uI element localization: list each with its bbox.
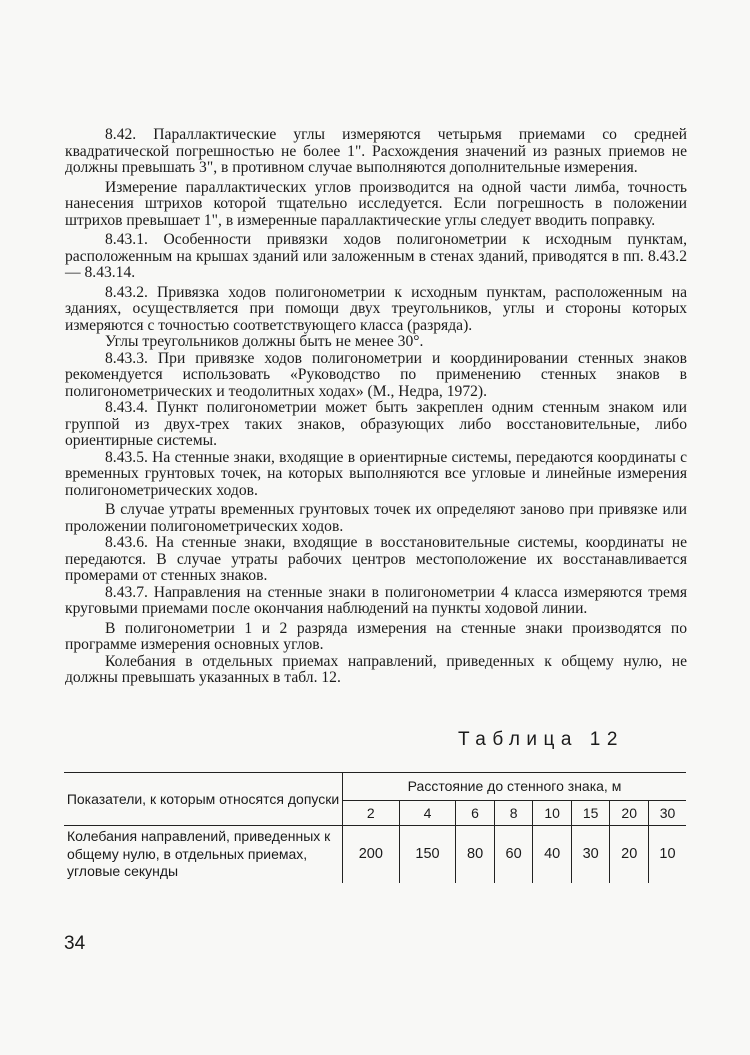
table-cell: 20 xyxy=(610,826,649,883)
paragraph: Измерение параллактических углов производится на одной части лимба, точность нанесения штрихов которой тщательно исследуется. Если погрешность в положении штрихов превышает 1", в измеренные параллактические углы следует вводить поправку. xyxy=(65,178,687,229)
paragraph-8-43-5: 8.43.5. На стенные знаки, входящие в ориентирные системы, передаются координаты с временных грунтовых точек, на которых выполняются все угловые и линейные измерения полигонометрических ходов. xyxy=(65,448,687,499)
distance-header-cell: 2 xyxy=(343,800,400,825)
table-title: Таблица 12 xyxy=(458,729,624,750)
table-cell: 150 xyxy=(399,826,456,883)
table-cell: 80 xyxy=(456,826,495,883)
tolerance-table xyxy=(64,772,686,883)
paragraph-8-43-4: 8.43.4. Пункт полигонометрии может быть закреплен одним стенным знаком или группой из двух-трех таких знаков, образующих либо восстановительные, либо ориентирные системы. xyxy=(65,399,687,449)
table-cell: 40 xyxy=(533,826,572,883)
table-cell: 60 xyxy=(494,826,533,883)
paragraph-8-43-6: 8.43.6. На стенные знаки, входящие в восстановительные системы, координаты не передаются. В случае утраты рабочих центров местоположение их восстанавливается промерами от стенных знаков. xyxy=(65,534,687,584)
table-cell: 10 xyxy=(659,846,676,863)
table-header-indicators: Показатели, к которым относятся допуски xyxy=(64,773,343,826)
distance-header-cell: 15 xyxy=(571,800,610,825)
distance-header-cell: 10 xyxy=(533,800,572,825)
distance-header-cell: 20 xyxy=(610,800,649,825)
table-cell: 30 xyxy=(571,826,610,883)
distance-header-cell: 4 xyxy=(399,800,456,825)
paragraph-8-43-1: 8.43.1. Особенности привязки ходов полигонометрии к исходным пунктам, расположенным на крышах зданий или заложенным в стенах зданий, приводятся в пп. 8.43.2 — 8.43.14. xyxy=(65,231,687,281)
paragraph-8-43-3: 8.43.3. При привязке ходов полигонометрии и координировании стенных знаков рекомендуется использовать «Руководство по применению стенных знаков в полигонометрических и теодолитных ходах» (М., Недра, 1972). xyxy=(65,349,687,400)
table-row xyxy=(64,826,686,883)
paragraph-8-42: 8.42. Параллактические углы измеряются четырьмя приемами со средней квадратической погрешностью не более 1". Расхождения значений из разных приемов не должны превышать 3", в противном случае выполняются дополнительные измерения. xyxy=(65,126,687,176)
paragraph: В случае утраты временных грунтовых точек их определяют заново при привязке или проложении полигонометрических ходов. xyxy=(65,501,687,535)
table-row-label: Колебания направлений, приведенных к общему нулю, в отдельных приемах, угловые секунды xyxy=(64,826,343,883)
paragraph: Углы треугольников должны быть не менее 30°. xyxy=(105,333,424,350)
paragraph-8-43-7: 8.43.7. Направления на стенные знаки в полигонометрии 4 класса измеряются тремя круговыми приемами после окончания наблюдений на пункты ходовой линии. xyxy=(65,583,687,617)
distance-header-cell: 30 xyxy=(648,800,686,825)
distance-header-cell: 8 xyxy=(494,800,533,825)
paragraph: Колебания в отдельных приемах направлений, приведенных к общему нулю, не должны превышать указанных в табл. 12. xyxy=(65,652,687,686)
paragraph-8-43-2: 8.43.2. Привязка ходов полигонометрии к исходным пунктам, расположенным на зданиях, осуществляется при помощи двух треугольников, углы и стороны которых измеряются с точностью соответствующего класса (разряда). xyxy=(65,283,687,334)
table-header-row xyxy=(64,773,686,801)
table-header-distance: Расстояние до стенного знака, м xyxy=(343,773,687,801)
document-body xyxy=(65,127,687,687)
paragraph: В полигонометрии 1 и 2 разряда измерения на стенные знаки производятся по программе измерения основных углов. xyxy=(65,619,687,653)
page-number: 34 xyxy=(64,933,86,954)
distance-header-cell: 6 xyxy=(456,800,495,825)
table-cell: 200 xyxy=(343,826,400,883)
